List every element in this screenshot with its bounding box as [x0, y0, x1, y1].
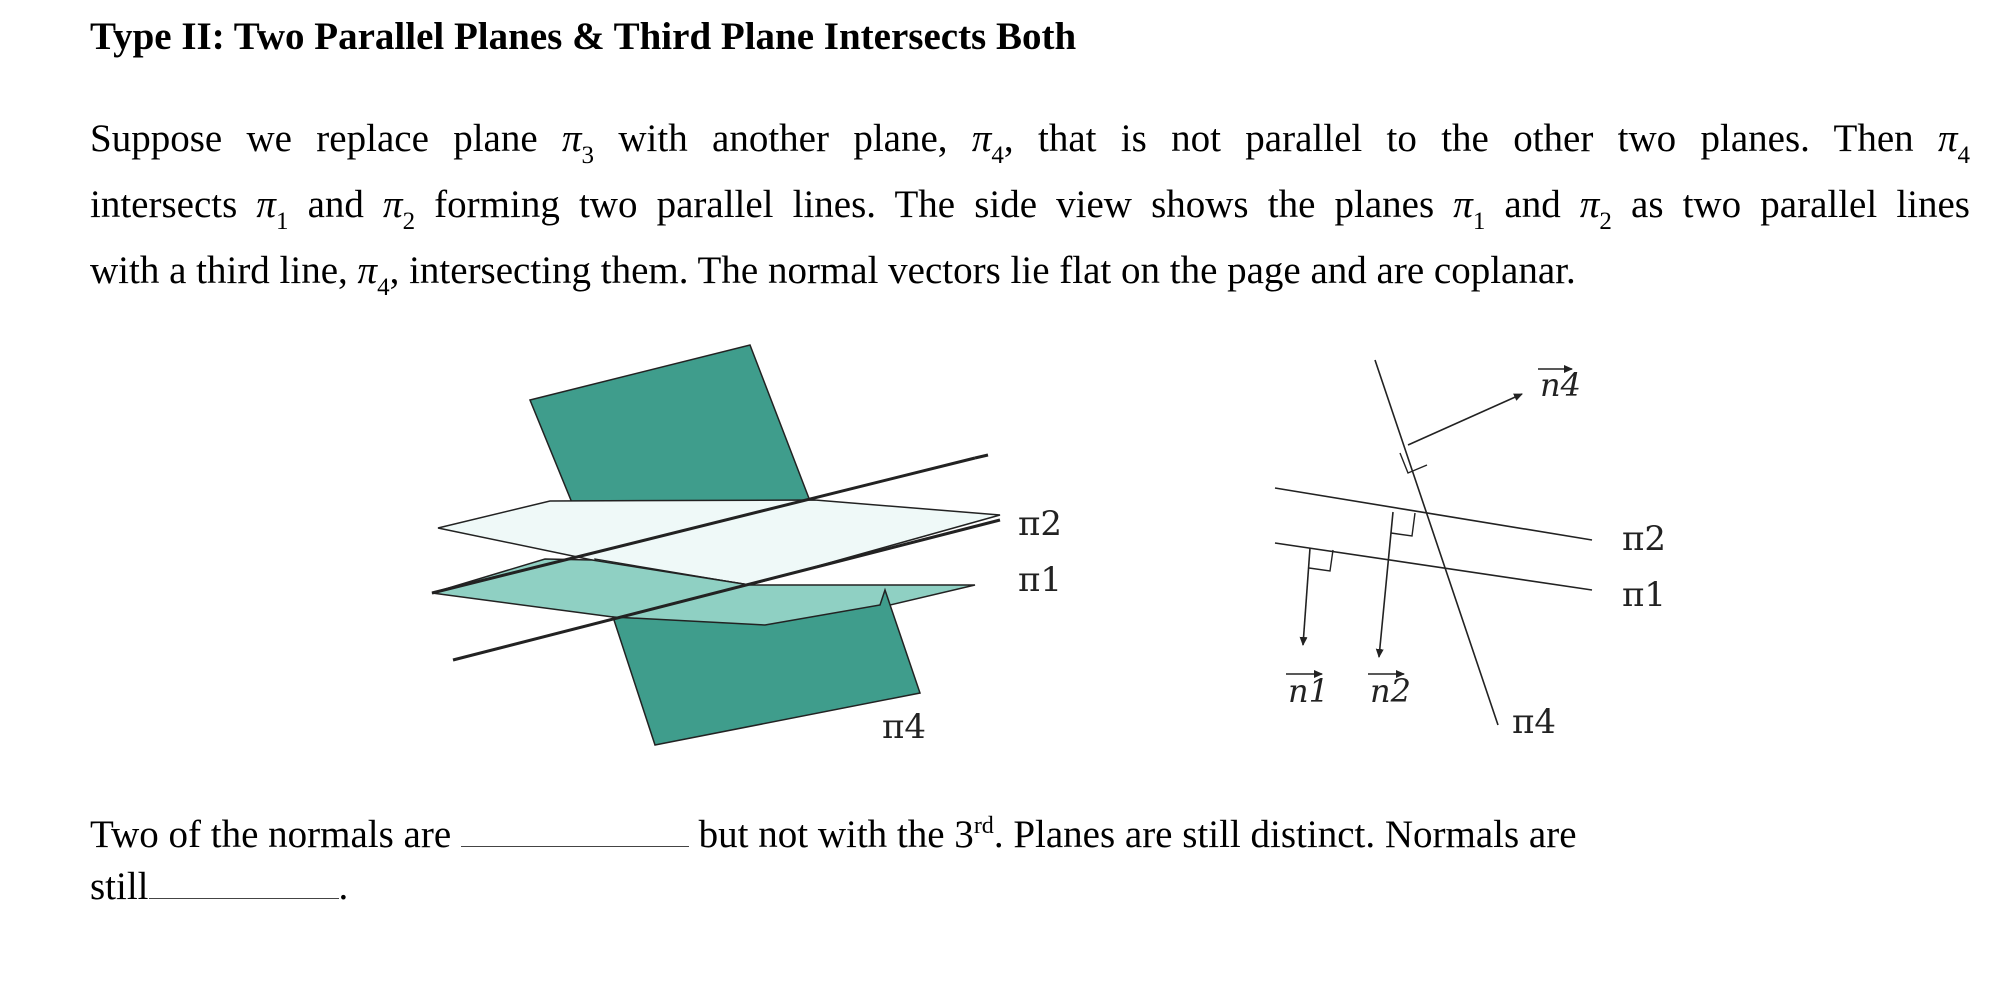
- label-pi1: π1: [1622, 575, 1666, 615]
- subscript: 4: [1957, 142, 1971, 169]
- label-pi4: π4: [882, 707, 926, 747]
- answer-blank-2[interactable]: [149, 862, 339, 899]
- right-angle-n2: [1391, 513, 1415, 536]
- figure-side-svg: [1270, 350, 1690, 750]
- text-span: Suppose we replace plane: [90, 117, 562, 160]
- normal-n4-arrow: [1408, 394, 1522, 445]
- line-pi4: [1375, 360, 1498, 725]
- paragraph-line-2: [90, 174, 1970, 240]
- pi-symbol: π: [971, 117, 992, 160]
- text-span: with another plane,: [594, 117, 972, 160]
- text-span: forming two parallel lines. The side view shows the planes: [415, 183, 1454, 226]
- paragraph-line-3: [90, 240, 1970, 306]
- description-paragraph: [90, 108, 1970, 306]
- subscript: 3: [581, 142, 595, 169]
- question-part: Two of the normals are: [90, 813, 452, 856]
- pi-symbol: π: [1453, 183, 1473, 226]
- subscript: 4: [377, 274, 390, 301]
- text-span: as two parallel lines: [1611, 183, 1970, 226]
- label-n2: n2: [1370, 672, 1411, 710]
- pi-symbol: π: [1579, 183, 1600, 226]
- text-span: intersects: [90, 183, 257, 226]
- question-part: . Planes are still distinct. Normals are: [993, 813, 1577, 856]
- superscript: rd: [973, 813, 994, 839]
- section-heading: Type II: Two Parallel Planes & Third Plane Intersects Both: [90, 15, 1077, 58]
- normal-n2-arrow: [1379, 512, 1393, 657]
- subscript: 4: [991, 142, 1004, 169]
- pi-symbol: π: [1937, 117, 1958, 160]
- label-n4: n4: [1540, 366, 1581, 404]
- text-span: , intersecting them. The normal vectors lie flat on the page and are coplanar.: [389, 249, 1576, 292]
- intersection-line-upper-ext: [975, 455, 988, 458]
- label-pi1: π1: [1018, 560, 1062, 600]
- text-span: with a third line,: [90, 249, 358, 292]
- question-part: still: [90, 865, 149, 908]
- text-span: and: [288, 183, 384, 226]
- subscript: 1: [1472, 208, 1486, 235]
- question-part: but not with the 3: [698, 813, 974, 856]
- paragraph-line-1: [90, 108, 1970, 174]
- label-pi4: π4: [1512, 702, 1556, 742]
- figure-side-view: [1270, 350, 1690, 750]
- pi-symbol: π: [383, 183, 403, 226]
- subscript: 1: [275, 208, 289, 235]
- subscript: 2: [1599, 208, 1612, 235]
- label-pi2: π2: [1622, 519, 1666, 559]
- right-angle-n1: [1309, 550, 1333, 571]
- pi-symbol: π: [562, 117, 582, 160]
- answer-blank-1[interactable]: [461, 810, 689, 847]
- normal-n1-arrow: [1303, 548, 1310, 645]
- right-angle-n4: [1400, 453, 1427, 473]
- pi-symbol: π: [357, 249, 378, 292]
- subscript: 2: [402, 208, 416, 235]
- text-span: , that is not parallel to the other two planes. Then: [1003, 117, 1938, 160]
- question-text: [90, 800, 1970, 913]
- text-span: and: [1485, 183, 1580, 226]
- figure-3d-planes: [420, 335, 1080, 755]
- figure-3d-svg: [420, 335, 1080, 755]
- label-n1: n1: [1288, 672, 1329, 710]
- question-part: .: [338, 865, 349, 908]
- pi-symbol: π: [256, 183, 276, 226]
- line-pi1: [1275, 543, 1592, 590]
- label-pi2: π2: [1018, 504, 1062, 544]
